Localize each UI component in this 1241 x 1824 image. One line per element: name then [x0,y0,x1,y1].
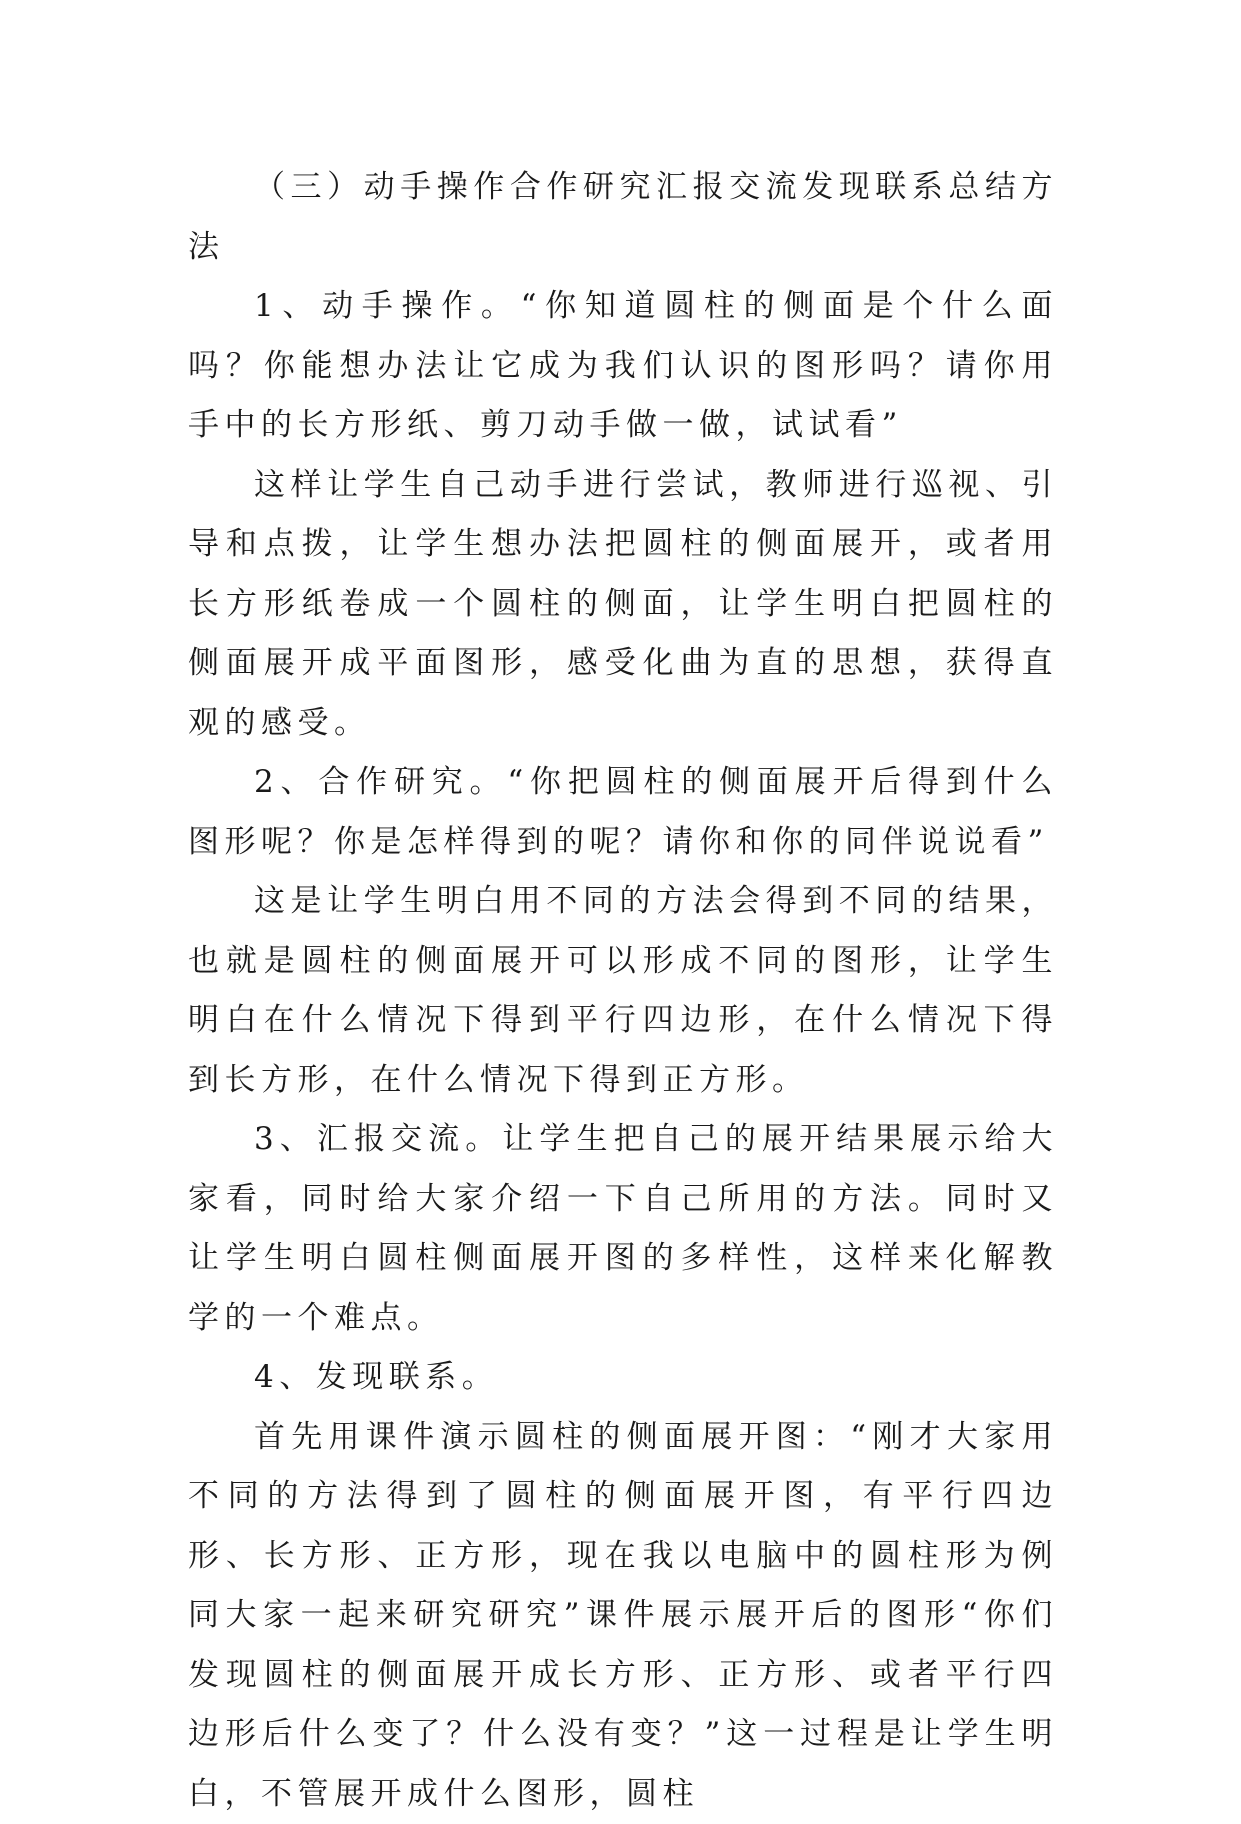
paragraph-report-exchange: 3、汇报交流。让学生把自己的展开结果展示给大家看，同时给大家介绍一下自己所用的方法。同时又让学生明白圆柱侧面展开图的多样性，这样来化解教学的一个难点。 [188,1110,1058,1348]
document-body [188,158,1058,1824]
paragraph-research-explanation: 这是让学生明白用不同的方法会得到不同的结果，也就是圆柱的侧面展开可以形成不同的图形，让学生明白在什么情况下得到平行四边形，在什么情况下得到长方形，在什么情况下得到正方形。 [188,872,1058,1110]
paragraph-cooperative-research: 2、合作研究。“你把圆柱的侧面展开后得到什么图形呢？你是怎样得到的呢？请你和你的同伴说说看” [188,753,1058,872]
paragraph-courseware-demo: 首先用课件演示圆柱的侧面展开图：“刚才大家用不同的方法得到了圆柱的侧面展开图，有平行四边形、长方形、正方形，现在我以电脑中的圆柱形为例同大家一起来研究研究”课件展示展开后的图形“你们发现圆柱的侧面展开成长方形、正方形、或者平行四边形后什么变了？什么没有变？”这一过程是让学生明白，不管展开成什么图形，圆柱 [188,1408,1058,1824]
paragraph-hands-on: 1、动手操作。“你知道圆柱的侧面是个什么面吗？你能想办法让它成为我们认识的图形吗？请你用手中的长方形纸、剪刀动手做一做，试试看” [188,277,1058,456]
paragraph-discover-connection: 4、发现联系。 [188,1348,1058,1408]
paragraph-hands-on-explanation: 这样让学生自己动手进行尝试，教师进行巡视、引导和点拨，让学生想办法把圆柱的侧面展开，或者用长方形纸卷成一个圆柱的侧面，让学生明白把圆柱的侧面展开成平面图形，感受化曲为直的思想，获得直观的感受。 [188,456,1058,754]
section-heading: （三）动手操作合作研究汇报交流发现联系总结方法 [188,158,1058,277]
